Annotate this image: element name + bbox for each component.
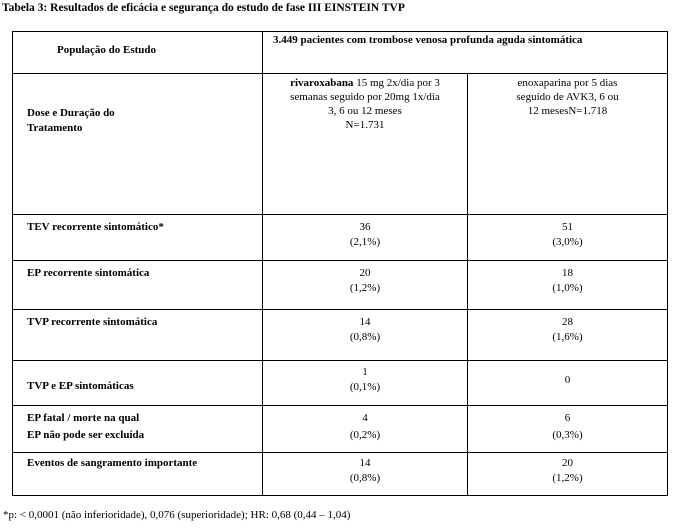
- rivaroxabana-count: 36: [359, 221, 371, 233]
- population-value-cell: [263, 32, 668, 74]
- dose-enoxaparina-line3: 12 mesesN=1.718: [527, 105, 608, 117]
- results-table: [12, 31, 668, 496]
- enoxaparina-percent: (1,6%): [552, 331, 583, 343]
- dose-label-line1: Dose e Duração do: [27, 107, 115, 119]
- enoxaparina-percent: (1,0%): [552, 282, 583, 294]
- rivaroxabana-percent: (0,8%): [349, 472, 381, 484]
- rivaroxabana-count: 4: [362, 412, 368, 424]
- population-label: População do Estudo: [57, 44, 157, 56]
- row-label: TEV recorrente sintomático*: [27, 221, 164, 233]
- population-value: 3.449 pacientes com trombose venosa profunda aguda sintomática: [273, 34, 583, 46]
- table-row: [13, 406, 668, 453]
- rivaroxabana-percent: (0,2%): [349, 429, 381, 441]
- row-label: EP recorrente sintomática: [27, 267, 150, 279]
- dose-rivaroxabana-line4: N=1.731: [345, 119, 385, 131]
- dose-rivaroxabana-line2: semanas seguido por 20mg 1x/dia: [290, 91, 440, 103]
- table-row: [13, 261, 668, 310]
- rivaroxabana-count: 20: [359, 267, 371, 279]
- row-label: EP fatal / morte na qual: [27, 412, 140, 424]
- enoxaparina-count: 51: [562, 221, 573, 233]
- rivaroxabana-percent: (2,1%): [349, 236, 381, 248]
- dose-row: [13, 74, 668, 215]
- dose-enoxaparina-cell: [468, 74, 668, 215]
- table-title: Tabela 3: Resultados de eficácia e segurança do estudo de fase III EINSTEIN TVP: [2, 2, 405, 14]
- enoxaparina-count: 28: [562, 316, 573, 328]
- enoxaparina-count: 18: [562, 267, 573, 279]
- rivaroxabana-count: 1: [362, 366, 368, 378]
- table-row: [13, 361, 668, 406]
- population-label-cell: [13, 32, 263, 74]
- enoxaparina-percent: (1,2%): [552, 472, 583, 484]
- row-label-line2: EP não pode ser excluída: [27, 429, 145, 441]
- enoxaparina-count: 6: [564, 412, 571, 424]
- dose-label-line2: Tratamento: [27, 122, 83, 134]
- dose-rivaroxabana-cell: [263, 74, 468, 215]
- dose-rivaroxabana-line1: 15 mg 2x/dia por 3: [353, 77, 440, 89]
- dose-rivaroxabana-line3: 3, 6 ou 12 meses: [328, 105, 402, 117]
- row-label: TVP e EP sintomáticas: [27, 380, 134, 392]
- enoxaparina-count: 20: [562, 457, 573, 469]
- rivaroxabana-percent: (0,1%): [349, 381, 381, 393]
- dose-enoxaparina-line2: seguido de AVK3, 6 ou: [516, 91, 619, 103]
- enoxaparina-percent: (3,0%): [552, 236, 583, 248]
- row-label: TVP recorrente sintomática: [27, 316, 158, 328]
- enoxaparina-count: 0: [564, 374, 571, 386]
- dose-label-cell: [13, 74, 263, 215]
- rivaroxabana-percent: (0,8%): [349, 331, 381, 343]
- population-row: [13, 32, 668, 74]
- row-label: Eventos de sangramento importante: [27, 457, 198, 469]
- enoxaparina-percent: (0,3%): [552, 429, 583, 441]
- drug-name-rivaroxabana: rivaroxabana: [290, 77, 354, 89]
- rivaroxabana-count: 14: [359, 316, 371, 328]
- footnote: *p: < 0,0001 (não inferioridade), 0,076 (superioridade); HR: 0,68 (0,44 – 1,04): [3, 509, 351, 521]
- table-row: [13, 453, 668, 496]
- table-row: [13, 215, 668, 261]
- rivaroxabana-percent: (1,2%): [349, 282, 381, 294]
- dose-enoxaparina-line1: enoxaparina por 5 dias: [517, 77, 618, 89]
- rivaroxabana-count: 14: [359, 457, 371, 469]
- table-row: [13, 310, 668, 361]
